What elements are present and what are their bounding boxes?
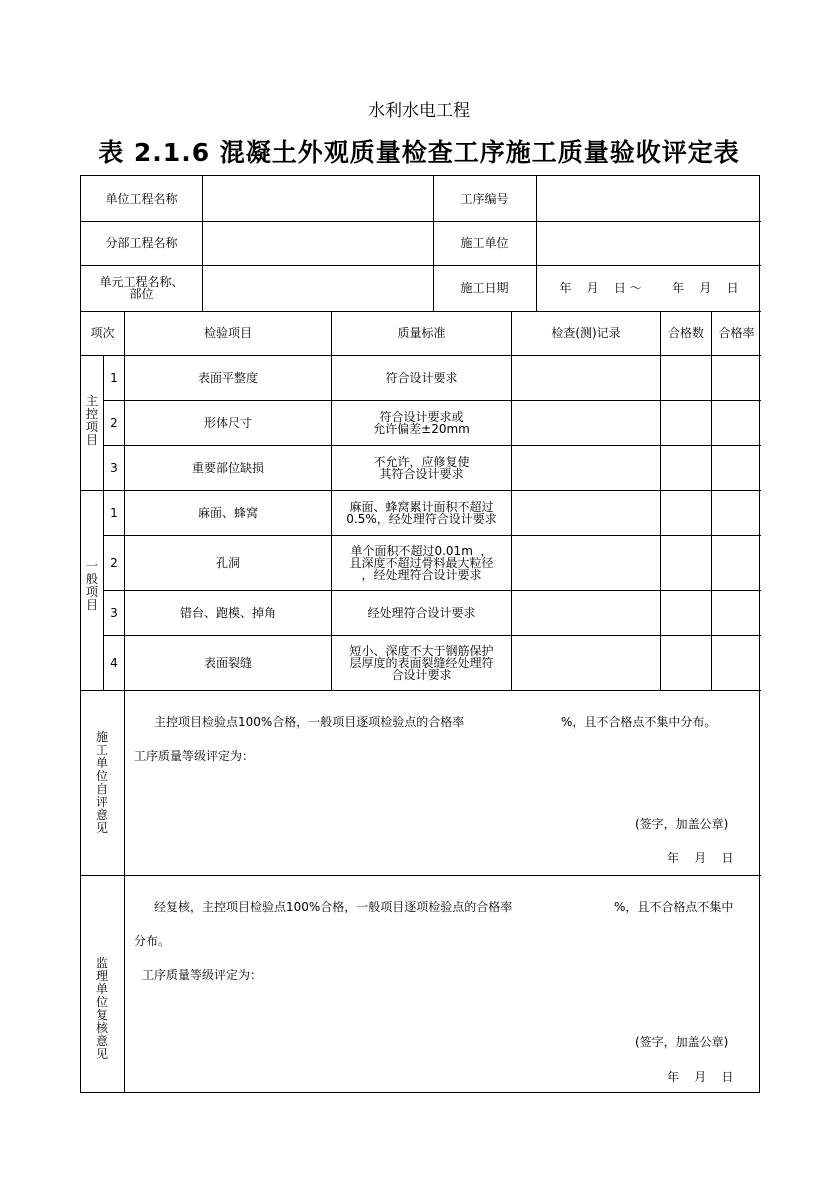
main-row-3-standard (332, 445, 511, 490)
label-char: 自 (95, 782, 108, 796)
label-char: 复 (95, 1008, 108, 1022)
supervision-opinion-label (95, 957, 109, 1061)
label-char: 核 (95, 1021, 108, 1035)
label-char: 单 (95, 756, 108, 770)
main-row-1-item: 表面平整度 (197, 370, 258, 385)
general-row-3-no: 3 (110, 605, 118, 620)
general-row-3-standard: 经处理符合设计要求 (367, 605, 476, 620)
main-label-char: 控 (85, 407, 98, 421)
main-row-1-standard: 符合设计要求 (385, 370, 458, 385)
supervision-opinion-line1-wrap: 分布。 (134, 934, 171, 948)
process-number-label: 工序编号 (460, 191, 509, 206)
header-item-no: 项次 (90, 326, 115, 340)
label-char: 工 (95, 743, 108, 757)
main-row-3-item: 重要部位缺损 (191, 460, 264, 475)
header-record: 检查(测)记录 (551, 326, 621, 340)
general-row-2-no: 2 (110, 555, 118, 570)
standard-line: 不允许，应修复使 (373, 454, 470, 469)
general-row-1-standard (332, 490, 511, 535)
element-project-name-field[interactable] (203, 265, 433, 311)
header-quality-standard: 质量标准 (397, 326, 446, 340)
process-number-field[interactable] (537, 176, 761, 221)
general-row-4-no: 4 (110, 655, 118, 670)
element-project-name-label (81, 265, 202, 311)
construction-opinion-line1-tail: %，且不合格点不集中分布。 (561, 715, 717, 729)
standard-line: 麻面、蜂窝累计面积不超过 (349, 499, 494, 514)
division-project-name-field[interactable] (203, 221, 433, 265)
construction-date-field[interactable]: 年 月 日 ～ 年 月 日 (559, 281, 739, 295)
supervision-signature-note: (签字，加盖公章) (635, 1035, 729, 1049)
main-row-2-item: 形体尺寸 (203, 415, 252, 430)
document-subtitle: 水利水电工程 (368, 101, 470, 121)
label-char: 监 (95, 956, 108, 970)
general-label-char: 一 (85, 559, 98, 573)
construction-date-label: 施工日期 (460, 281, 509, 295)
element-project-name-label-line1: 单元工程名称、 (99, 275, 184, 289)
construction-signature-note: (签字，加盖公章) (635, 817, 729, 831)
main-items-group-label (85, 395, 99, 447)
unit-project-name-label: 单位工程名称 (105, 191, 178, 206)
header-pass-rate: 合格率 (718, 326, 755, 340)
standard-line: 允许偏差±20mm (373, 421, 470, 436)
general-row-4-item: 表面裂缝 (203, 655, 252, 670)
construction-opinion-label (95, 731, 109, 835)
supervision-opinion-date: 年 月 日 (667, 1070, 734, 1084)
main-row-2-no: 2 (110, 415, 118, 430)
standard-line: 短小、深度不大于钢筋保护 (349, 643, 494, 658)
general-row-1-item: 麻面、蜂窝 (197, 505, 258, 520)
construction-quality-grade-label: 工序质量等级评定为： (134, 749, 255, 763)
standard-line: 0.5%，经处理符合设计要求 (346, 511, 497, 526)
supervision-opinion-line1-tail: %，且不合格点不集中 (614, 900, 734, 914)
label-char: 施 (95, 730, 108, 744)
standard-line: 合设计要求 (391, 667, 452, 682)
label-char: 见 (95, 821, 108, 835)
general-row-2-item: 孔洞 (215, 555, 240, 570)
label-char: 评 (95, 795, 108, 809)
main-row-3-no: 3 (110, 460, 118, 475)
main-row-2-standard (332, 400, 511, 445)
standard-line: 单个面积不超过0.01m ， (350, 543, 493, 558)
construction-unit-label: 施工单位 (460, 236, 509, 250)
header-qualified-count: 合格数 (667, 326, 704, 340)
division-project-name-label: 分部工程名称 (105, 236, 178, 250)
general-row-2-standard (332, 535, 511, 590)
general-label-char: 目 (85, 598, 98, 612)
main-row-1-no: 1 (110, 370, 118, 385)
element-project-name-label-line2: 部位 (129, 287, 154, 301)
general-label-char: 般 (85, 572, 98, 586)
standard-line: 且深度不超过骨料最大粒径 (349, 555, 494, 570)
label-char: 单 (95, 982, 108, 996)
general-row-1-no: 1 (110, 505, 118, 520)
supervision-quality-grade-label: 工序质量等级评定为： (142, 968, 263, 982)
main-label-char: 项 (85, 420, 98, 434)
label-char: 意 (95, 1034, 108, 1048)
general-label-char: 项 (85, 585, 98, 599)
label-char: 意 (95, 808, 108, 822)
unit-project-name-field[interactable] (203, 176, 433, 221)
standard-line: 层厚度的表面裂缝经处理符 (349, 655, 494, 670)
label-char: 位 (95, 995, 108, 1009)
header-inspection-item: 检验项目 (203, 326, 252, 340)
construction-opinion-line1: 主控项目检验点100%合格，一般项目逐项检验点的合格率 (154, 715, 465, 729)
document-title: 表 2.1.6 混凝土外观质量检查工序施工质量验收评定表 (98, 138, 740, 167)
supervision-opinion-line1: 经复核，主控项目检验点100%合格，一般项目逐项检验点的合格率 (154, 900, 513, 914)
label-char: 理 (95, 969, 108, 983)
general-items-group-label (85, 560, 99, 612)
standard-line: ，经处理符合设计要求 (361, 567, 482, 582)
main-label-char: 主 (85, 394, 98, 408)
standard-line: 其符合设计要求 (379, 466, 464, 481)
label-char: 见 (95, 1047, 108, 1061)
construction-opinion-date: 年 月 日 (667, 851, 734, 865)
construction-unit-field[interactable] (537, 221, 761, 265)
general-row-4-standard (332, 635, 511, 690)
general-row-3-item: 错台、跑模、掉角 (179, 605, 276, 620)
main-label-char: 目 (85, 433, 98, 447)
standard-line: 符合设计要求或 (379, 409, 464, 424)
label-char: 位 (95, 769, 108, 783)
evaluation-form-table (80, 175, 760, 1093)
